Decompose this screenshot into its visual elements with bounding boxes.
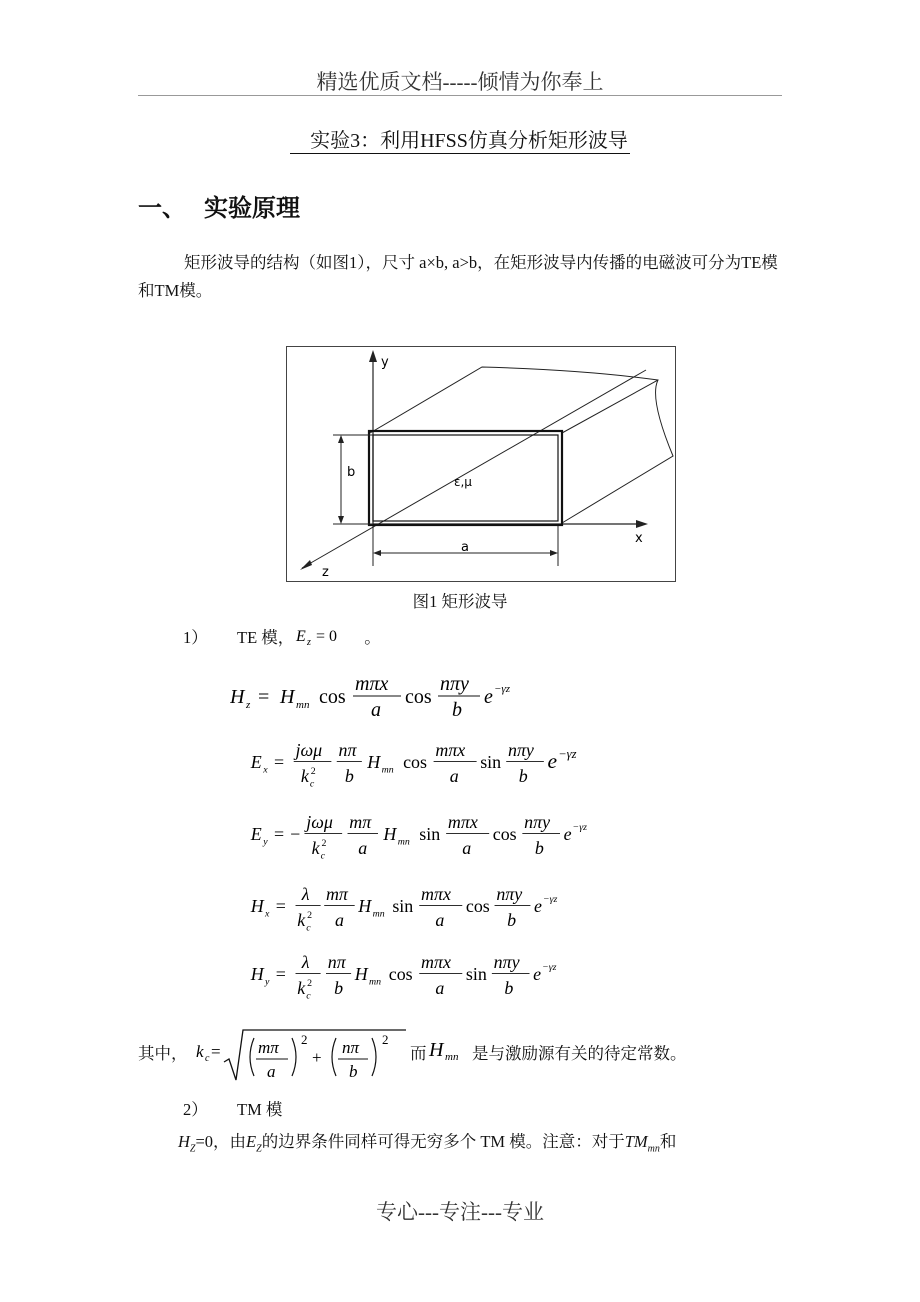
where-line xyxy=(138,1026,788,1086)
svg-text:E: E xyxy=(250,751,262,772)
svg-text:2: 2 xyxy=(310,766,316,778)
svg-text:c: c xyxy=(309,778,315,790)
svg-text:nπy: nπy xyxy=(507,740,534,761)
svg-text:b: b xyxy=(452,699,462,721)
svg-text:k: k xyxy=(300,766,309,787)
svg-text:cos: cos xyxy=(492,823,517,844)
where-prefix: 其中， xyxy=(138,1044,188,1063)
label-z: z xyxy=(322,565,329,580)
svg-text:c: c xyxy=(306,922,311,934)
svg-text:sin: sin xyxy=(480,751,502,772)
section-number: 一、 xyxy=(138,194,186,222)
svg-text:e: e xyxy=(484,686,493,708)
tm-line-c: 和 xyxy=(659,1132,677,1151)
svg-text:cos: cos xyxy=(405,686,432,708)
label-b: b xyxy=(347,465,356,480)
svg-text:mπx: mπx xyxy=(355,673,389,695)
where-suffix: 是与激励源有关的待定常数。 xyxy=(472,1044,687,1063)
svg-text:2: 2 xyxy=(301,1032,308,1047)
tm-line-a: =0，由 xyxy=(195,1132,247,1151)
svg-text:=: = xyxy=(211,1042,221,1061)
svg-text:H: H xyxy=(383,823,397,844)
svg-text:cos: cos xyxy=(403,751,427,772)
label-a: a xyxy=(461,540,469,555)
svg-text:=: = xyxy=(275,895,286,916)
svg-text:−γz: −γz xyxy=(542,893,558,905)
figure-caption: 图1 矩形波导 xyxy=(412,592,508,611)
svg-text:H: H xyxy=(230,686,245,708)
svg-text:a: a xyxy=(449,766,459,787)
svg-text:mn: mn xyxy=(445,1051,459,1063)
svg-text:mn: mn xyxy=(296,699,310,711)
label-x: x xyxy=(635,531,643,546)
label-y: y xyxy=(381,355,389,370)
svg-text:y: y xyxy=(263,836,268,848)
svg-text:nπ: nπ xyxy=(342,1038,360,1057)
svg-text:−γz: −γz xyxy=(558,746,577,761)
svg-text:nπ: nπ xyxy=(327,952,346,973)
header-divider xyxy=(138,95,782,96)
document-title xyxy=(0,124,920,153)
section-title: 实验原理 xyxy=(204,194,300,222)
svg-text:b: b xyxy=(344,766,354,787)
svg-text:λ: λ xyxy=(301,952,310,973)
waveguide-figure xyxy=(286,346,676,582)
hmn-symbol xyxy=(428,1032,472,1064)
svg-text:mn: mn xyxy=(369,976,382,988)
svg-text:mπx: mπx xyxy=(435,740,466,761)
equation-ex xyxy=(230,740,630,792)
svg-text:b: b xyxy=(334,978,344,999)
svg-text:E: E xyxy=(250,823,262,844)
svg-text:−γz: −γz xyxy=(494,683,511,695)
svg-text:e: e xyxy=(563,823,572,844)
svg-text:=: = xyxy=(274,823,285,844)
svg-text:a: a xyxy=(435,910,445,931)
svg-text:y: y xyxy=(265,976,270,988)
label-medium: ε,μ xyxy=(454,475,472,489)
svg-text:sin: sin xyxy=(392,895,414,916)
svg-text:H: H xyxy=(354,963,368,984)
svg-text:k: k xyxy=(311,838,320,859)
svg-text:sin: sin xyxy=(419,823,441,844)
svg-text:cos: cos xyxy=(465,895,490,916)
svg-text:2: 2 xyxy=(307,978,313,990)
svg-text:H: H xyxy=(429,1039,444,1061)
svg-text:mπ: mπ xyxy=(349,812,372,833)
svg-text:mn: mn xyxy=(372,908,385,920)
svg-text:E: E xyxy=(296,628,307,645)
te-mode-line xyxy=(183,624,381,648)
svg-text:x: x xyxy=(263,764,268,776)
svg-text:k: k xyxy=(297,910,306,931)
svg-text:b: b xyxy=(507,910,517,931)
svg-text:H: H xyxy=(280,686,295,708)
svg-text:a: a xyxy=(334,910,344,931)
svg-text:sin: sin xyxy=(465,963,487,984)
tm-line-b: 的边界条件同样可得无穷多个 TM 模。注意：对于 xyxy=(261,1132,625,1151)
te-condition xyxy=(294,626,364,648)
svg-text:z: z xyxy=(246,699,251,711)
svg-text:b: b xyxy=(504,978,514,999)
svg-text:cos: cos xyxy=(319,686,346,708)
equation-hx xyxy=(230,884,630,936)
svg-text:mπx: mπx xyxy=(447,812,478,833)
svg-text:k: k xyxy=(297,978,306,999)
svg-text:H: H xyxy=(367,751,381,772)
section-heading xyxy=(138,188,300,223)
page-footer: 专心---专注---专业 xyxy=(376,1200,544,1224)
page-header: 精选优质文档-----倾情为你奉上 xyxy=(316,70,604,94)
tm-mode-heading xyxy=(183,1096,282,1120)
svg-text:nπ: nπ xyxy=(338,740,357,761)
svg-text:a: a xyxy=(371,699,381,721)
svg-text:c: c xyxy=(320,850,326,862)
svg-text:H: H xyxy=(358,895,372,916)
document-title-text: 实验3：利用HFSS仿真分析矩形波导 xyxy=(290,130,630,154)
te-index: 1） xyxy=(183,628,208,647)
svg-text:2: 2 xyxy=(307,910,313,922)
svg-text:λ: λ xyxy=(301,884,310,905)
svg-text:nπy: nπy xyxy=(524,812,551,833)
svg-text:e: e xyxy=(534,895,542,916)
te-label: TE 模， xyxy=(237,628,295,647)
svg-text:x: x xyxy=(265,908,270,920)
intro-paragraph: 矩形波导的结构（如图1），尺寸 a×b, a>b，在矩形波导内传播的电磁波可分为TE模和TM模。 xyxy=(138,253,778,300)
svg-text:=: = xyxy=(275,963,286,984)
svg-text:=: = xyxy=(274,751,285,772)
tm-mode-text: $H_Z=0$，由$E_Z$的边界条件同样可得无穷多个 TM 模。注意：对于$TM_{mn}$和 xyxy=(178,1132,677,1155)
svg-text:H: H xyxy=(250,963,264,984)
equation-hy xyxy=(230,952,630,1004)
svg-text:b: b xyxy=(349,1062,358,1081)
kc-formula xyxy=(194,1026,410,1084)
svg-text:a: a xyxy=(462,838,472,859)
svg-text:−: − xyxy=(290,823,301,844)
svg-text:c: c xyxy=(205,1053,210,1064)
svg-text:H: H xyxy=(250,895,264,916)
svg-text:k: k xyxy=(196,1042,204,1061)
svg-text:−γz: −γz xyxy=(542,961,557,973)
svg-text:mπ: mπ xyxy=(326,884,348,905)
svg-text:+: + xyxy=(312,1048,322,1067)
svg-text:nπy: nπy xyxy=(493,952,520,973)
svg-text:b: b xyxy=(518,766,528,787)
equation-hz xyxy=(230,670,560,722)
svg-text:2: 2 xyxy=(382,1032,389,1047)
svg-text:jωμ: jωμ xyxy=(295,740,323,761)
svg-text:e: e xyxy=(533,963,542,984)
tm-index: 2） xyxy=(183,1100,208,1119)
where-middle: 而 xyxy=(410,1044,427,1063)
svg-text:a: a xyxy=(358,838,368,859)
svg-text:nπy: nπy xyxy=(440,673,469,695)
svg-text:z: z xyxy=(307,637,312,648)
svg-text:mπ: mπ xyxy=(258,1038,279,1057)
tm-label: TM 模 xyxy=(237,1100,283,1119)
svg-text:nπy: nπy xyxy=(496,884,523,905)
svg-text:−γz: −γz xyxy=(572,821,587,833)
svg-text:mπx: mπx xyxy=(421,884,451,905)
svg-text:= 0: = 0 xyxy=(316,628,338,645)
svg-text:c: c xyxy=(306,990,311,1002)
svg-text:mn: mn xyxy=(381,764,394,776)
svg-text:mn: mn xyxy=(397,836,410,848)
svg-text:=: = xyxy=(258,686,270,708)
svg-text:b: b xyxy=(534,838,544,859)
svg-text:cos: cos xyxy=(388,963,413,984)
te-suffix: 。 xyxy=(364,628,381,647)
svg-text:a: a xyxy=(435,978,445,999)
svg-text:jωμ: jωμ xyxy=(306,812,333,833)
svg-text:a: a xyxy=(267,1062,276,1081)
svg-text:mπx: mπx xyxy=(421,952,451,973)
equation-ey xyxy=(230,812,630,864)
svg-text:e: e xyxy=(547,748,557,773)
svg-text:2: 2 xyxy=(321,838,327,850)
